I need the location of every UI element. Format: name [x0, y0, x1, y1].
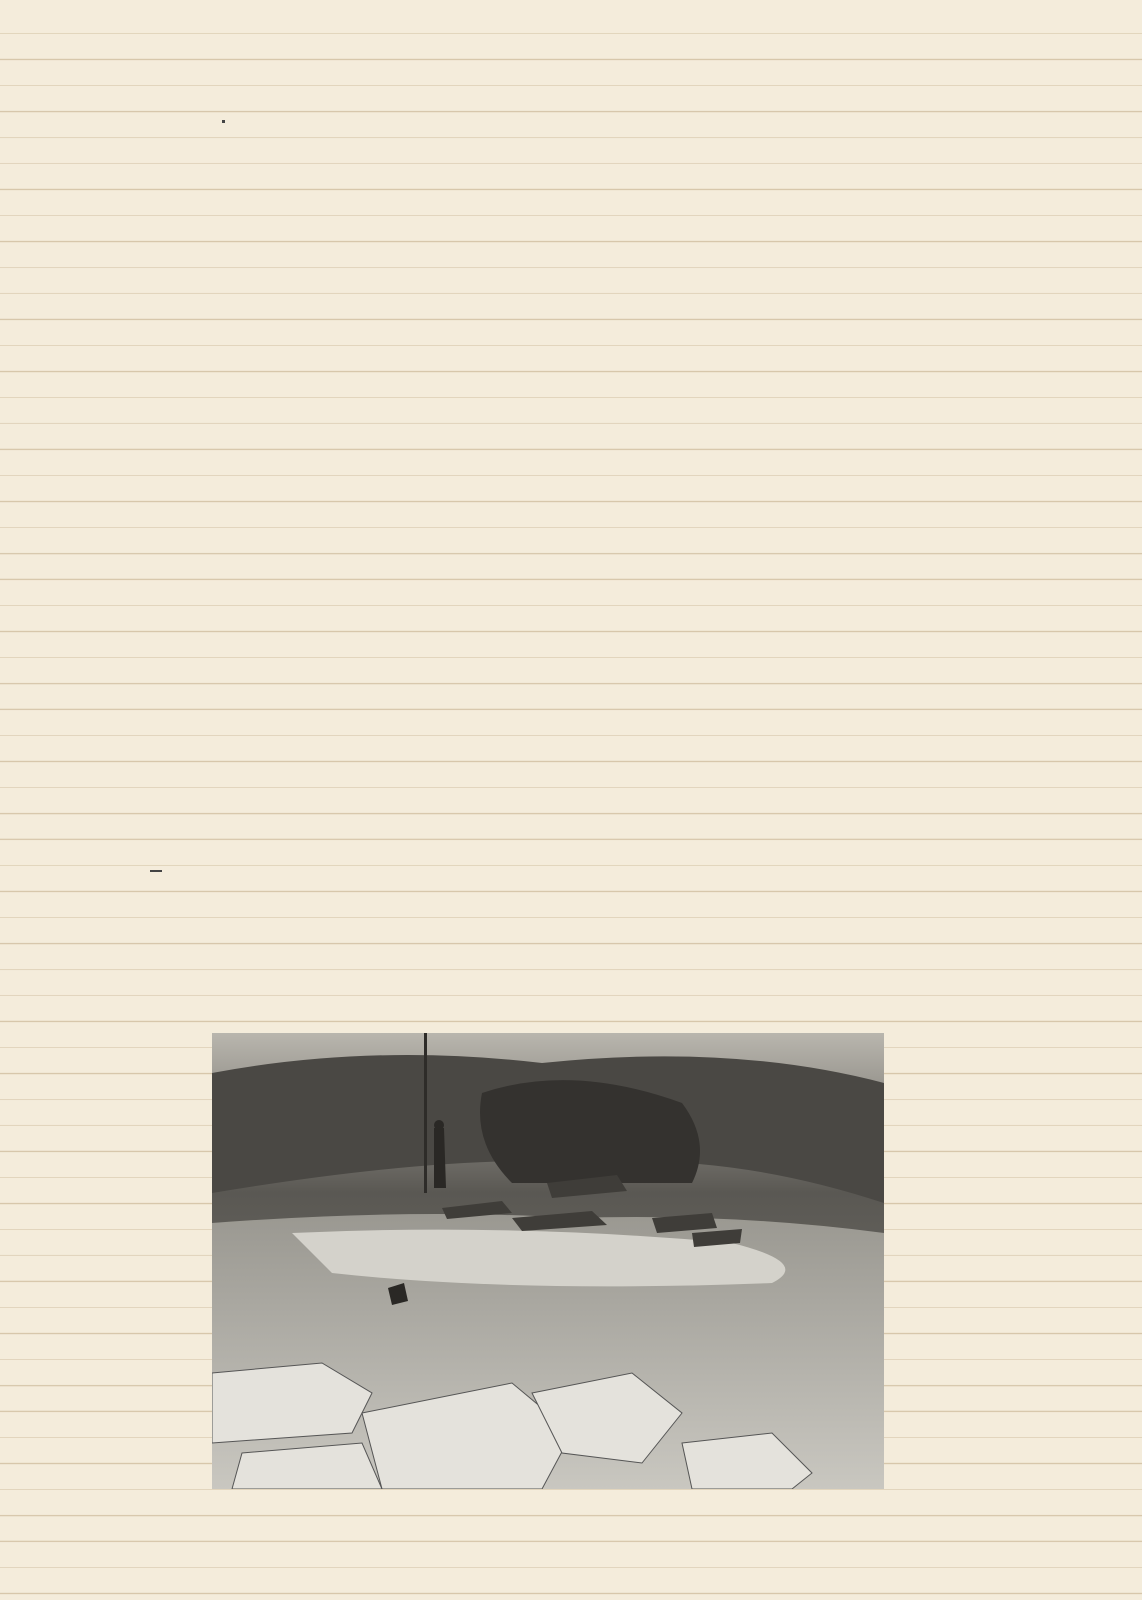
scan-mark	[150, 870, 162, 872]
page-title	[0, 132, 1142, 171]
excavation-site-photo	[212, 1033, 884, 1489]
photo-image	[212, 1033, 884, 1489]
scan-speck	[222, 120, 225, 123]
